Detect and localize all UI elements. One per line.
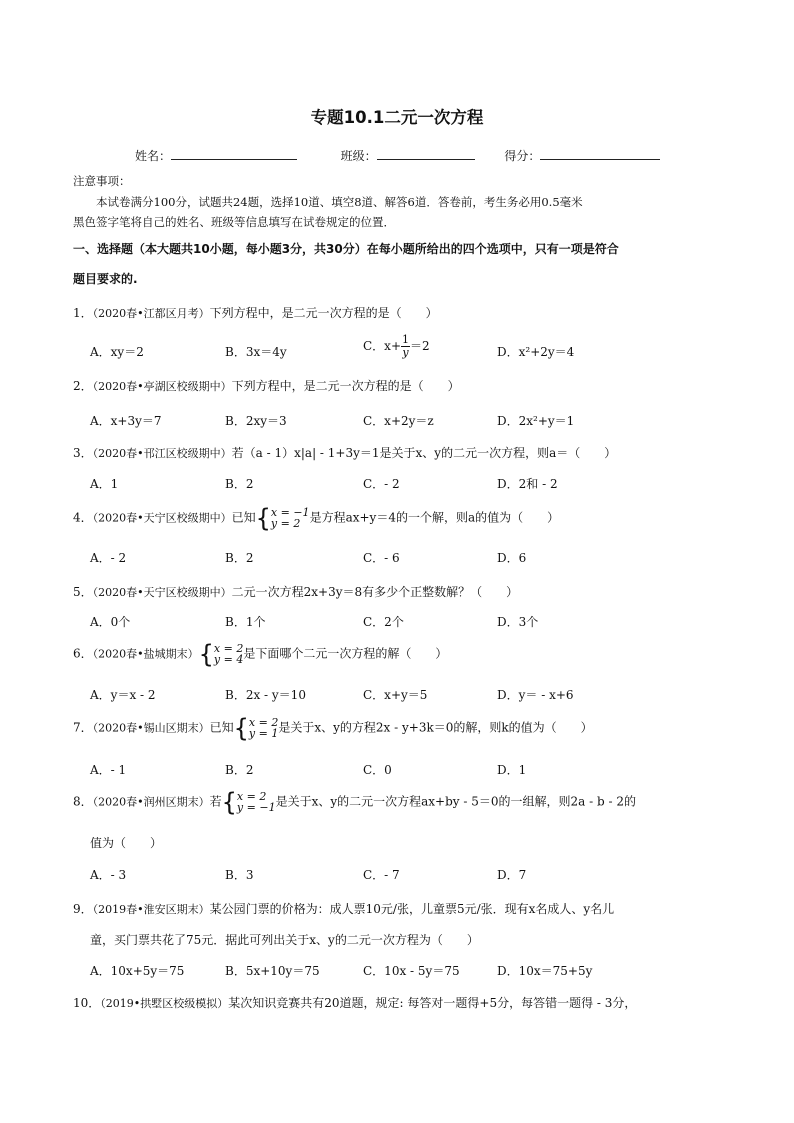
question-10: [73, 994, 636, 1011]
question-source: （2019•拱墅区校级模拟）: [100, 997, 229, 1010]
question-stem: 下列方程中，是二元一次方程的是（ ）: [231, 379, 460, 393]
q5-option-a[interactable]: A．0个: [90, 615, 131, 629]
q3-option-a[interactable]: A．1: [90, 477, 119, 491]
system-line-1: x = −1: [270, 506, 310, 519]
question-9: [73, 900, 614, 917]
system-line-2: y = 4: [213, 653, 244, 666]
q2-option-b[interactable]: B．2xy＝3: [225, 414, 287, 428]
q6-option-a[interactable]: A．y＝x - 2: [90, 688, 156, 702]
q9-option-a[interactable]: A．10x+5y＝75: [90, 964, 185, 978]
question-stem-post: 是方程ax+y＝4的一个解，则a的值为（ ）: [309, 510, 560, 525]
question-1: [73, 304, 438, 321]
q1-option-d[interactable]: D．x²+2y＝4: [497, 345, 575, 359]
question-stem: 二元一次方程2x+3y＝8有多少个正整数解？（ ）: [231, 585, 519, 599]
fraction: [401, 334, 410, 359]
option-c-prefix: C．x+: [363, 339, 402, 353]
q8-stem-line-2: 值为（ ）: [90, 836, 163, 850]
q1-option-b[interactable]: B．3x＝4y: [225, 345, 287, 359]
q3-option-b[interactable]: B．2: [225, 477, 254, 491]
question-source: （2019春•淮安区期末）: [92, 903, 210, 916]
q2-option-a[interactable]: A．x+3y＝7: [90, 414, 162, 428]
question-stem-pre: 若: [209, 794, 222, 809]
name-field[interactable]: [171, 147, 297, 160]
q4-option-b[interactable]: B．2: [225, 551, 254, 565]
question-source: （2020春•江都区月考）: [92, 307, 210, 320]
question-6: [73, 639, 448, 669]
q5-option-b[interactable]: B．1个: [225, 615, 266, 629]
q2-option-c[interactable]: C．x+2y＝z: [363, 414, 434, 428]
q1-option-c[interactable]: [363, 334, 430, 359]
question-source: （2020春•天宁区校级期中）: [92, 586, 232, 599]
question-stem: 若（a - 1）x|a| - 1+3y＝1是关于x、y的二元一次方程，则a＝（ ）: [231, 446, 617, 460]
question-number: 6．: [73, 646, 93, 661]
q4-option-c[interactable]: C．- 6: [363, 551, 400, 565]
question-stem-post: 是关于x、y的方程2x - y+3k＝0的解，则k的值为（ ）: [278, 720, 593, 735]
question-5: [73, 583, 518, 600]
question-2: [73, 377, 460, 394]
question-number: 4．: [73, 510, 93, 525]
question-stem: 某公园门票的价格为：成人票10元/张，儿童票5元/张．现有x名成人、y名儿: [209, 902, 615, 916]
question-source: （2020春•盐城期末）: [92, 647, 199, 661]
fraction-numerator: 1: [402, 333, 410, 346]
question-number: 10．: [73, 996, 101, 1010]
equation-system: { x = −1 y = 2: [255, 503, 310, 533]
question-number: 9．: [73, 902, 93, 916]
q6-option-c[interactable]: C．x+y＝5: [363, 688, 428, 702]
score-field[interactable]: [540, 147, 660, 160]
question-stem-pre: 已知: [209, 720, 234, 735]
equation-system: { x = 2 y = 1: [233, 713, 279, 743]
q7-option-d[interactable]: D．1: [497, 763, 527, 777]
question-source: （2020春•锡山区期末）: [92, 721, 210, 735]
notes-line-1: 本试卷满分100分，试题共24题，选择10道、填空8道、解答6道．答卷前，考生务必用0.5毫米: [96, 195, 583, 209]
score-label: 得分：: [504, 149, 541, 163]
question-source: （2020春•润州区期末）: [92, 795, 210, 809]
system-line-1: x = 2: [248, 716, 279, 729]
section-heading-1: 一、选择题（本大题共10小题，每小题3分，共30分）在每小题所给出的四个选项中，只有一项是符合: [73, 242, 619, 256]
name-label: 姓名：: [135, 149, 172, 163]
question-8: [73, 787, 636, 817]
system-line-1: x = 2: [213, 642, 244, 655]
student-info-row: [135, 147, 660, 164]
q2-option-d[interactable]: D．2x²+y＝1: [497, 414, 575, 428]
q3-option-d[interactable]: D．2和 - 2: [497, 477, 558, 491]
question-source: （2020春•天宁区校级期中）: [92, 511, 232, 525]
q9-option-c[interactable]: C．10x - 5y＝75: [363, 964, 460, 978]
system-line-2: y = 1: [248, 727, 279, 740]
q5-option-c[interactable]: C．2个: [363, 615, 404, 629]
question-4: [73, 503, 560, 533]
system-line-2: y = −1: [236, 801, 276, 814]
q8-option-b[interactable]: B．3: [225, 868, 254, 882]
notes-heading: 注意事项：: [73, 174, 131, 188]
q9-stem-line-2: 童，买门票共花了75元．据此可列出关于x、y的二元一次方程为（ ）: [90, 933, 479, 947]
section-heading-2: 题目要求的.: [73, 272, 138, 286]
option-c-suffix: ＝2: [410, 339, 430, 353]
equation-system: { x = 2 y = −1: [221, 787, 276, 817]
question-3: [73, 444, 616, 461]
fraction-denominator: y: [402, 346, 409, 359]
q5-option-d[interactable]: D．3个: [497, 615, 539, 629]
question-number: 7．: [73, 720, 93, 735]
q6-option-b[interactable]: B．2x - y＝10: [225, 688, 306, 702]
question-source: （2020春•亭湖区校级期中）: [92, 380, 232, 393]
q1-option-a[interactable]: A．xy＝2: [90, 345, 144, 359]
question-number: 1．: [73, 306, 93, 320]
q7-option-b[interactable]: B．2: [225, 763, 254, 777]
q8-option-c[interactable]: C．- 7: [363, 868, 400, 882]
q8-option-d[interactable]: D．7: [497, 868, 527, 882]
q8-option-a[interactable]: A．- 3: [90, 868, 127, 882]
question-stem: 某次知识竞赛共有20道题，规定: 每答对一题得+5分，每答错一题得 - 3分，: [228, 996, 637, 1010]
page-title: 专题10.1二元一次方程: [310, 108, 484, 127]
q7-option-a[interactable]: A．- 1: [90, 763, 127, 777]
q7-option-c[interactable]: C．0: [363, 763, 392, 777]
system-line-2: y = 2: [270, 517, 301, 530]
q3-option-c[interactable]: C．- 2: [363, 477, 400, 491]
q4-option-d[interactable]: D．6: [497, 551, 527, 565]
question-stem-pre: 已知: [231, 510, 256, 525]
q9-option-d[interactable]: D．10x＝75+5y: [497, 964, 593, 978]
system-line-1: x = 2: [236, 790, 267, 803]
class-label: 班级：: [340, 149, 377, 163]
question-stem: 下列方程中，是二元一次方程的是（ ）: [209, 306, 438, 320]
question-number: 5．: [73, 585, 93, 599]
q4-option-a[interactable]: A．- 2: [90, 551, 127, 565]
question-number: 8．: [73, 794, 93, 809]
q6-option-d[interactable]: D．y＝ - x+6: [497, 688, 574, 702]
question-source: （2020春•邗江区校级期中）: [92, 447, 232, 460]
q9-option-b[interactable]: B．5x+10y＝75: [225, 964, 320, 978]
equation-system: { x = 2 y = 4: [198, 639, 244, 669]
question-number: 3．: [73, 446, 93, 460]
notes-line-2: 黑色签字笔将自己的姓名、班级等信息填写在试卷规定的位置．: [73, 215, 395, 229]
question-7: [73, 713, 593, 743]
class-field[interactable]: [377, 147, 475, 160]
question-stem-post: 是下面哪个二元一次方程的解（ ）: [243, 646, 448, 661]
question-stem-post: 是关于x、y的二元一次方程ax+by - 5＝0的一组解，则2a - b - 2的: [275, 794, 636, 809]
question-number: 2．: [73, 379, 93, 393]
